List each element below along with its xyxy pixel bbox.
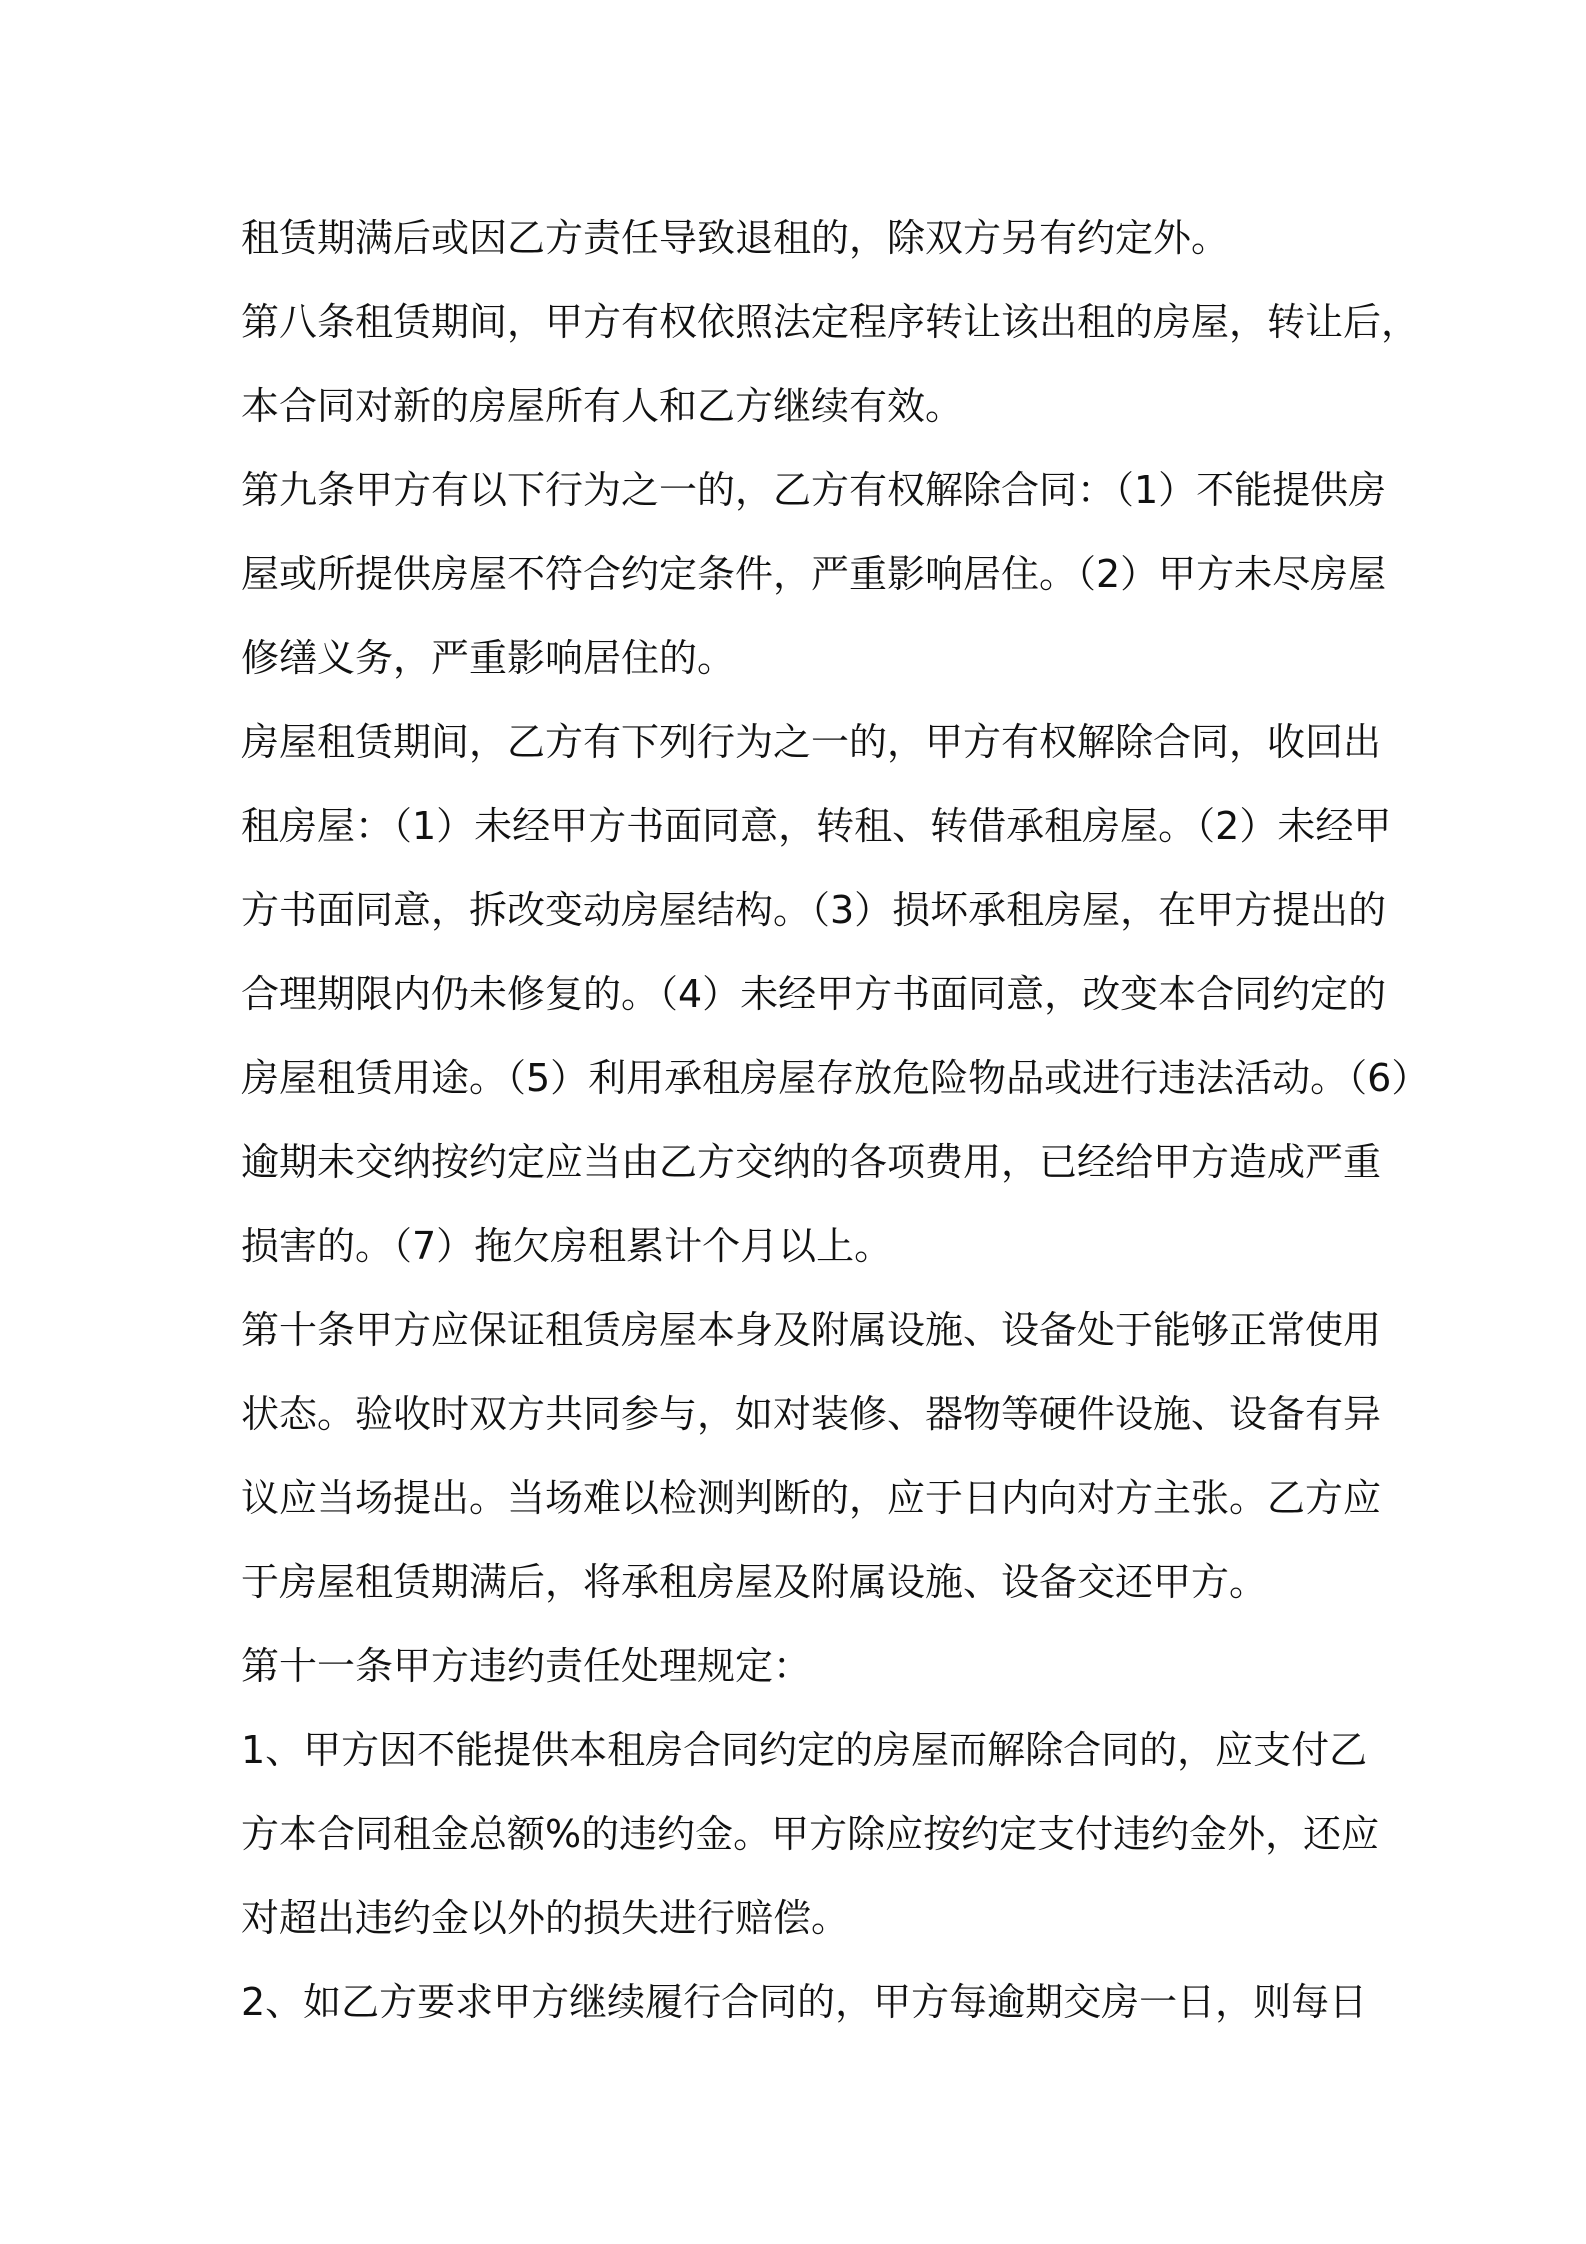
text-line: 本合同对新的房屋所有人和乙方继续有效。 [241,384,964,428]
text-line: 屋或所提供房屋不符合约定条件，严重影响居住。（2）甲方未尽房屋 [241,552,1387,596]
text-line: 方本合同租金总额%的违约金。甲方除应按约定支付违约金外，还应 [241,1812,1380,1856]
text-line: 第十条甲方应保证租赁房屋本身及附属设施、设备处于能够正常使用 [241,1308,1382,1352]
text-line: 1、甲方因不能提供本租房合同约定的房屋而解除合同的，应支付乙 [241,1728,1368,1772]
text-line: 房屋租赁期间，乙方有下列行为之一的，甲方有权解除合同，收回出 [241,720,1382,764]
text-line: 房屋租赁用途。（5）利用承租房屋存放危险物品或进行违法活动。（6） [241,1056,1430,1100]
text-line: 损害的。（7）拖欠房租累计个月以上。 [241,1224,893,1268]
text-line: 2、如乙方要求甲方继续履行合同的，甲方每逾期交房一日，则每日 [241,1980,1368,2024]
text-line: 修缮义务，严重影响居住的。 [241,636,736,680]
text-line: 合理期限内仍未修复的。（4）未经甲方书面同意，改变本合同约定的 [241,972,1387,1016]
text-line: 租赁期满后或因乙方责任导致退租的，除双方另有约定外。 [241,216,1230,260]
text-line: 第十一条甲方违约责任处理规定： [241,1644,812,1688]
text-line: 方书面同意，拆改变动房屋结构。（3）损坏承租房屋，在甲方提出的 [241,888,1387,932]
text-line: 第九条甲方有以下行为之一的，乙方有权解除合同：（1）不能提供房 [241,468,1387,512]
text-line: 对超出违约金以外的损失进行赔偿。 [241,1896,850,1940]
text-line: 逾期未交纳按约定应当由乙方交纳的各项费用，已经给甲方造成严重 [241,1140,1382,1184]
text-line: 议应当场提出。当场难以检测判断的，应于日内向对方主张。乙方应 [241,1476,1382,1520]
text-line: 于房屋租赁期满后，将承租房屋及附属设施、设备交还甲方。 [241,1560,1268,1604]
text-line: 租房屋：（1）未经甲方书面同意，转租、转借承租房屋。（2）未经甲 [241,804,1392,848]
text-line: 第八条租赁期间，甲方有权依照法定程序转让该出租的房屋，转让后， [241,300,1420,344]
text-line: 状态。验收时双方共同参与，如对装修、器物等硬件设施、设备有异 [241,1392,1382,1436]
document-body [241,196,1430,2044]
